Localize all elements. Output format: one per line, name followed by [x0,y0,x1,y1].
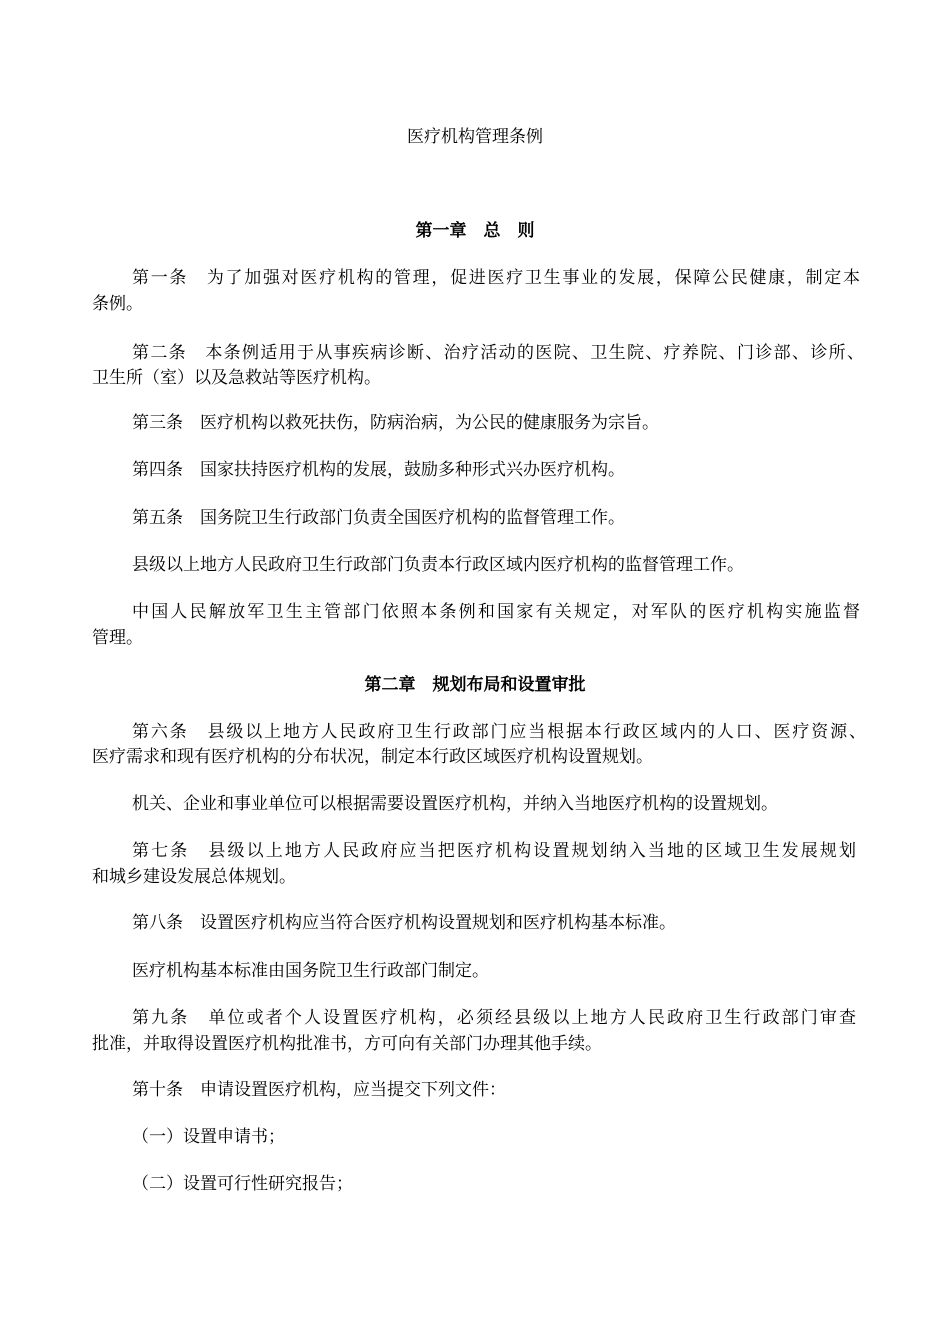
article-7-line-2: 和城乡建设发展总体规划。 [92,867,296,887]
article-8-para-2: 医疗机构基本标准由国务院卫生行政部门制定。 [132,961,489,981]
article-10-item-1: （一）设置申请书； [132,1127,285,1147]
article-5-para-2: 县级以上地方人民政府卫生行政部门负责本行政区域内医疗机构的监督管理工作。 [132,555,744,575]
article-3: 第三条 医疗机构以救死扶伤，防病治病，为公民的健康服务为宗旨。 [132,413,659,433]
article-2-line-2: 卫生所（室）以及急救站等医疗机构。 [92,368,381,388]
article-7-line-1: 第七条 县级以上地方人民政府应当把医疗机构设置规划纳入当地的区域卫生发展规划 [132,841,856,861]
article-5-para-3-line-2: 管理。 [92,628,143,648]
article-2-line-1: 第二条 本条例适用于从事疾病诊断、治疗活动的医院、卫生院、疗养院、门诊部、诊所、 [132,343,864,363]
article-1-line-1: 第一条 为了加强对医疗机构的管理，促进医疗卫生事业的发展，保障公民健康，制定本 [132,268,860,288]
document-title: 医疗机构管理条例 [407,127,543,147]
article-5: 第五条 国务院卫生行政部门负责全国医疗机构的监督管理工作。 [132,508,625,528]
article-8: 第八条 设置医疗机构应当符合医疗机构设置规划和医疗机构基本标准。 [132,913,676,933]
article-5-para-3-line-1: 中国人民解放军卫生主管部门依照本条例和国家有关规定，对军队的医疗机构实施监督 [132,602,860,622]
article-6-line-2: 医疗需求和现有医疗机构的分布状况，制定本行政区域医疗机构设置规划。 [92,747,653,767]
article-10-item-2: （二）设置可行性研究报告； [132,1174,353,1194]
article-10: 第十条 申请设置医疗机构，应当提交下列文件： [132,1080,506,1100]
article-1-line-2: 条例。 [92,294,143,314]
article-6-line-1: 第六条 县级以上地方人民政府卫生行政部门应当根据本行政区域内的人口、医疗资源、 [132,722,866,742]
article-4: 第四条 国家扶持医疗机构的发展，鼓励多种形式兴办医疗机构。 [132,460,625,480]
article-9-line-1: 第九条 单位或者个人设置医疗机构，必须经县级以上地方人民政府卫生行政部门审查 [132,1008,856,1028]
chapter-heading-2: 第二章 规划布局和设置审批 [364,675,586,695]
article-9-line-2: 批准，并取得设置医疗机构批准书，方可向有关部门办理其他手续。 [92,1034,602,1054]
article-6-para-2: 机关、企业和事业单位可以根据需要设置医疗机构，并纳入当地医疗机构的设置规划。 [132,794,778,814]
chapter-heading-1: 第一章 总 则 [415,221,535,241]
